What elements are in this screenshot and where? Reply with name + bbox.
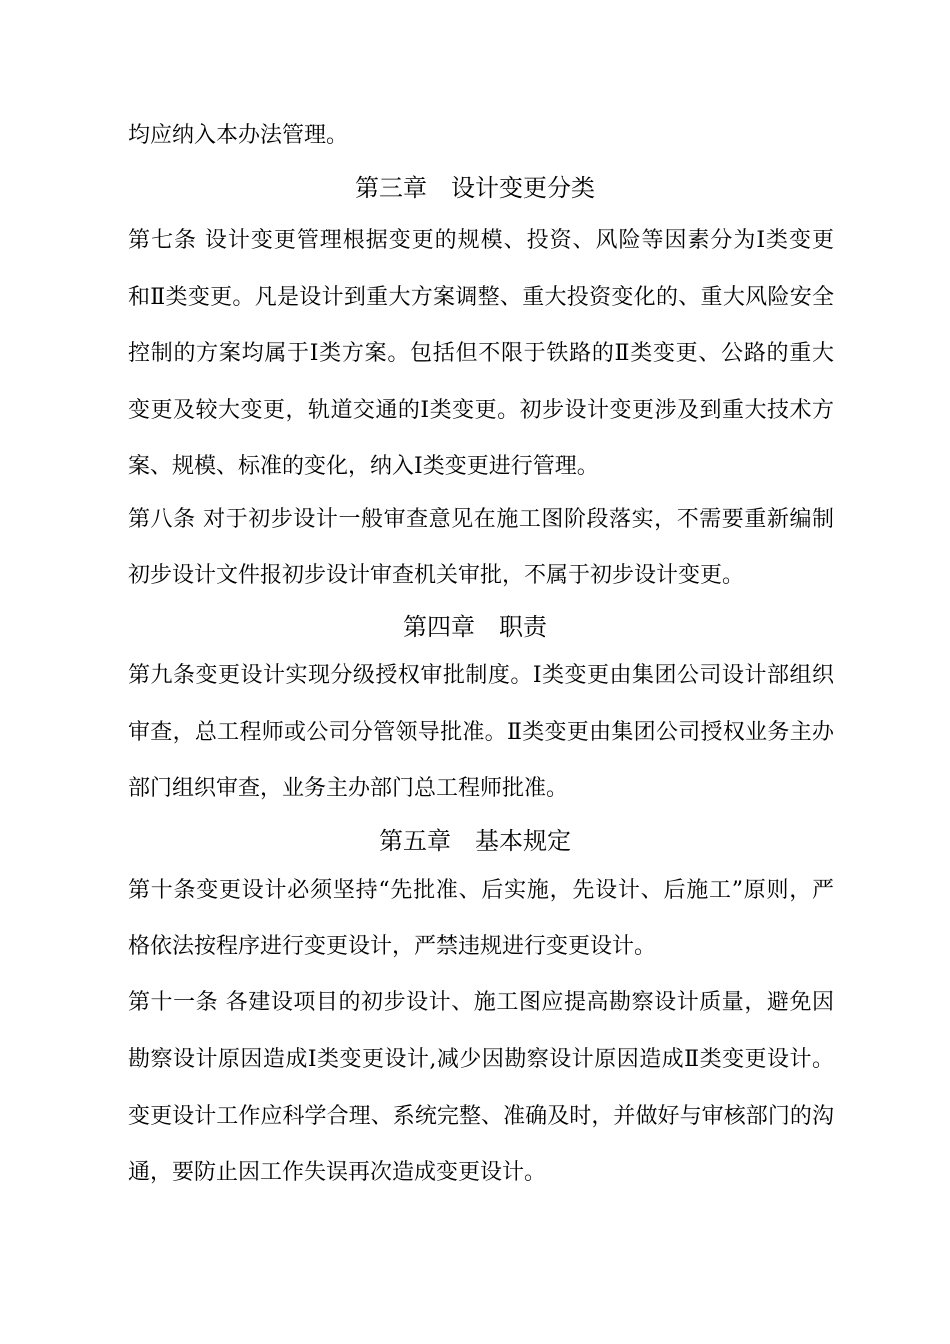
article-8-line: 初步设计文件报初步设计审查机关审批，不属于初步设计变更。: [128, 563, 745, 588]
article-7-line: 和Ⅱ类变更。凡是设计到重大方案调整、重大投资变化的、重大风险安全: [128, 285, 834, 310]
chapter-5-heading: 第五章 基本规定: [379, 827, 571, 855]
chapter-3-heading: 第三章 设计变更分类: [355, 174, 595, 202]
article-7-line: 第七条 设计变更管理根据变更的规模、投资、风险等因素分为Ⅰ类变更: [128, 228, 834, 253]
article-7-line: 控制的方案均属于Ⅰ类方案。包括但不限于铁路的Ⅱ类变更、公路的重大: [128, 341, 834, 366]
article-7-line: 变更及较大变更，轨道交通的Ⅰ类变更。初步设计变更涉及到重大技术方: [128, 398, 834, 423]
chapter-4-heading: 第四章 职责: [403, 613, 547, 641]
article-10-line: 第十条变更设计必须坚持“先批准、后实施，先设计、后施工”原则，严: [128, 878, 834, 903]
article-11-line: 勘察设计原因造成Ⅰ类变更设计,减少因勘察设计原因造成Ⅱ类变更设计。: [128, 1047, 834, 1072]
article-9-line: 第九条变更设计实现分级授权审批制度。Ⅰ类变更由集团公司设计部组织: [128, 663, 834, 688]
intro-line: 均应纳入本办法管理。: [128, 123, 349, 148]
article-10-line: 格依法按程序进行变更设计，严禁违规进行变更设计。: [128, 934, 657, 959]
article-9-line: 审查，总工程师或公司分管领导批准。Ⅱ类变更由集团公司授权业务主办: [128, 720, 834, 745]
article-11-line: 变更设计工作应科学合理、系统完整、准确及时，并做好与审核部门的沟: [128, 1104, 834, 1129]
article-7-line: 案、规模、标准的变化，纳入Ⅰ类变更进行管理。: [128, 454, 599, 479]
article-8-line: 第八条 对于初步设计一般审查意见在施工图阶段落实，不需要重新编制: [128, 507, 834, 532]
article-9-line: 部门组织审查，业务主办部门总工程师批准。: [128, 776, 569, 801]
article-11-line: 通，要防止因工作失误再次造成变更设计。: [128, 1160, 547, 1185]
article-11-line: 第十一条 各建设项目的初步设计、施工图应提高勘察设计质量，避免因: [128, 990, 834, 1015]
